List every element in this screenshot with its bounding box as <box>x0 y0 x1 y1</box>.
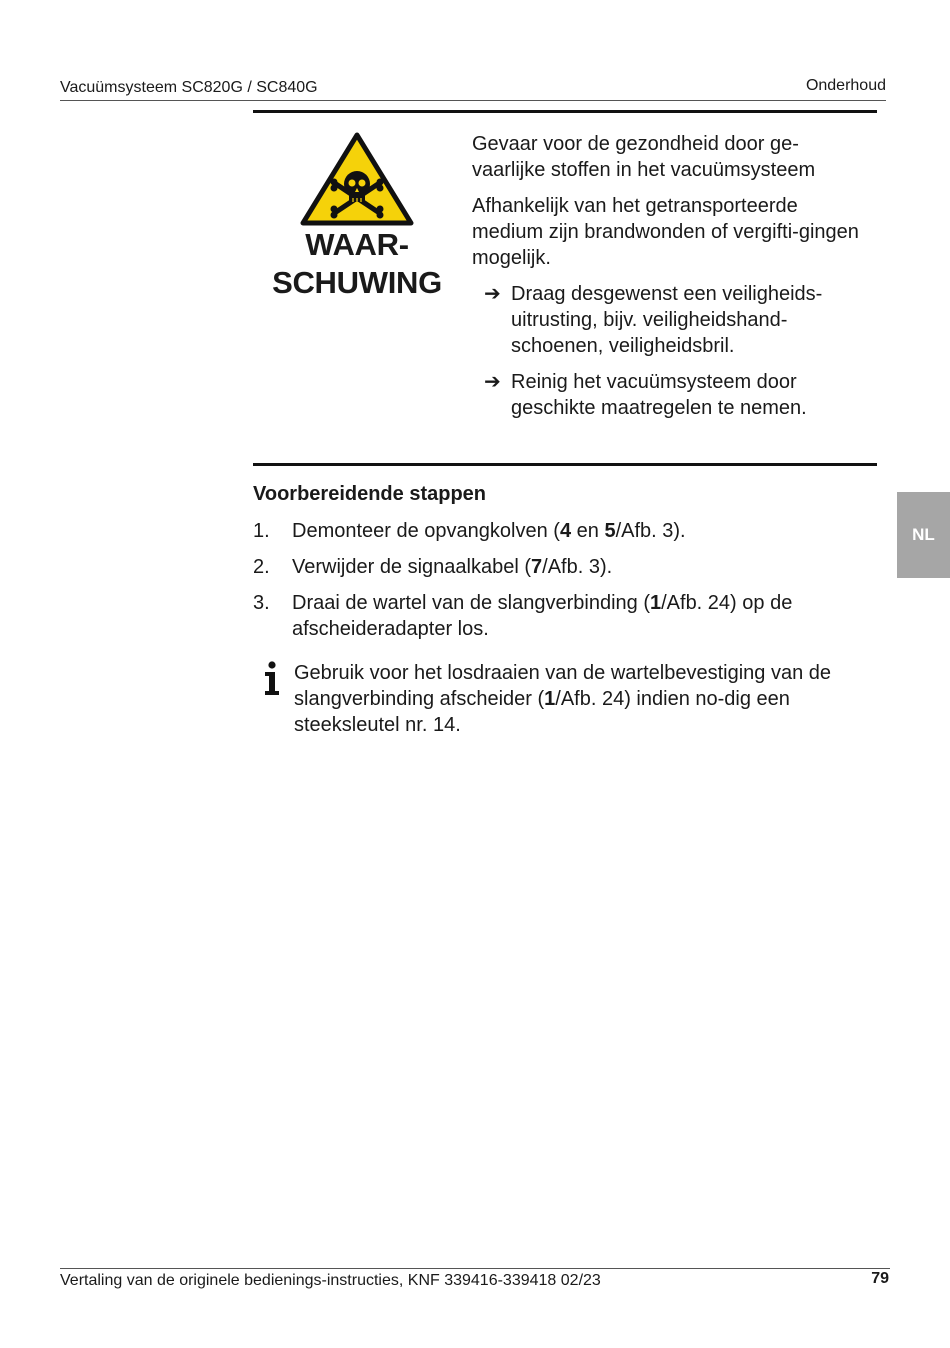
section-name: Onderhoud <box>805 77 886 94</box>
arrow-right-icon: ➔ <box>484 283 501 305</box>
warning-action: ➔ Reinig het vacuümsysteem door geschikte maatregelen te nemen. <box>484 371 807 419</box>
document-title: Vacuümsysteem SC820G / SC840G <box>60 79 318 96</box>
signal-word: WAAR- SCHUWING <box>272 227 442 300</box>
list-item: 3. Draai de wartel van de slangverbinding (1/Afb. 24) op de afscheideradapter los. <box>253 592 793 640</box>
footer-text: Vertaling van de originele bedienings-instructies, KNF 339416-339418 02/23 <box>60 1272 601 1289</box>
list-item: 1. Demonteer de opvangkolven (4 en 5/Afb. 3). <box>253 520 686 542</box>
arrow-right-icon: ➔ <box>484 371 501 393</box>
section-heading: Voorbereidende stappen <box>253 483 487 505</box>
page-number: 79 <box>871 1270 889 1287</box>
warning-heading: Gevaar voor de gezondheid door ge- vaarlijke stoffen in het vacuümsysteem <box>472 133 816 181</box>
warning-top-rule <box>253 110 877 113</box>
warning-bottom-rule <box>253 463 877 466</box>
warning-text <box>472 131 872 431</box>
skull-crossbones-icon <box>300 132 414 226</box>
warning-action: ➔ Draag desgewenst een veiligheids-uitrusting, bijv. veiligheidshand-schoenen, veiligheidsbril. <box>484 283 823 357</box>
steps-list <box>253 518 873 652</box>
info-icon <box>262 661 282 697</box>
list-item: 2. Verwijder de signaalkabel (7/Afb. 3). <box>253 556 613 578</box>
header-divider <box>60 100 886 101</box>
warning-description: Afhankelijk van het getransporteerde medium zijn brandwonden of vergifti-gingen mogelijk. <box>472 195 859 269</box>
language-tab: NL <box>897 492 950 578</box>
footer-divider <box>60 1268 890 1269</box>
info-note: Gebruik voor het losdraaien van de wartelbevestiging van de slangverbinding afscheider (1/Afb. 24) indien no-dig een steeksleutel nr. 14. <box>294 662 831 736</box>
